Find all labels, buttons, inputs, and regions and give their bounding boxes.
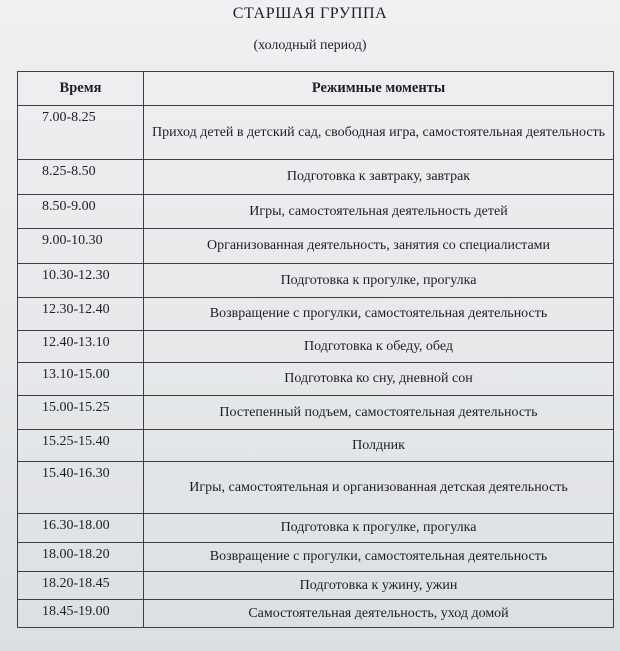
time-cell: 12.40-13.10	[18, 331, 144, 363]
document-title: СТАРШАЯ ГРУППА	[232, 5, 388, 22]
activity-cell: Игры, самостоятельная и организованная детская деятельность	[144, 462, 614, 514]
table-row	[18, 600, 614, 628]
time-cell: 15.25-15.40	[18, 430, 144, 462]
table-row	[18, 160, 614, 195]
activity-cell: Возвращение с прогулки, самостоятельная деятельность	[144, 543, 614, 572]
activity-cell: Организованная деятельность, занятия со специалистами	[144, 229, 614, 264]
time-cell: 18.20-18.45	[18, 572, 144, 600]
time-cell: 7.00-8.25	[18, 106, 144, 160]
time-cell: 15.00-15.25	[18, 396, 144, 430]
time-cell: 9.00-10.30	[18, 229, 144, 264]
table-row	[18, 106, 614, 160]
activity-cell: Полдник	[144, 430, 614, 462]
table-row	[18, 396, 614, 430]
table-row	[18, 543, 614, 572]
activity-cell: Подготовка к прогулке, прогулка	[144, 514, 614, 543]
activity-cell: Возвращение с прогулки, самостоятельная деятельность	[144, 298, 614, 331]
header-time: Время	[18, 72, 144, 106]
activity-cell: Подготовка ко сну, дневной сон	[144, 363, 614, 396]
time-cell: 10.30-12.30	[18, 264, 144, 298]
activity-cell: Подготовка к ужину, ужин	[144, 572, 614, 600]
table-row	[18, 229, 614, 264]
table-row	[18, 430, 614, 462]
time-cell: 13.10-15.00	[18, 363, 144, 396]
header-activity: Режимные моменты	[144, 72, 614, 106]
time-cell: 18.00-18.20	[18, 543, 144, 572]
table-header-row	[18, 72, 614, 106]
time-cell: 12.30-12.40	[18, 298, 144, 331]
table-row	[18, 363, 614, 396]
table-row	[18, 331, 614, 363]
activity-cell: Приход детей в детский сад, свободная игра, самостоятельная деятельность	[144, 106, 614, 160]
time-cell: 8.25-8.50	[18, 160, 144, 195]
document-subtitle: (холодный период)	[253, 38, 367, 53]
time-cell: 18.45-19.00	[18, 600, 144, 628]
schedule-table	[17, 71, 614, 628]
table-row	[18, 572, 614, 600]
table-row	[18, 195, 614, 229]
time-cell: 8.50-9.00	[18, 195, 144, 229]
table-row	[18, 514, 614, 543]
activity-cell: Подготовка к обеду, обед	[144, 331, 614, 363]
table-row	[18, 298, 614, 331]
time-cell: 16.30-18.00	[18, 514, 144, 543]
activity-cell: Подготовка к прогулке, прогулка	[144, 264, 614, 298]
activity-cell: Самостоятельная деятельность, уход домой	[144, 600, 614, 628]
activity-cell: Постепенный подъем, самостоятельная деятельность	[144, 396, 614, 430]
table-row	[18, 264, 614, 298]
activity-cell: Подготовка к завтраку, завтрак	[144, 160, 614, 195]
time-cell: 15.40-16.30	[18, 462, 144, 514]
table-row	[18, 462, 614, 514]
activity-cell: Игры, самостоятельная деятельность детей	[144, 195, 614, 229]
